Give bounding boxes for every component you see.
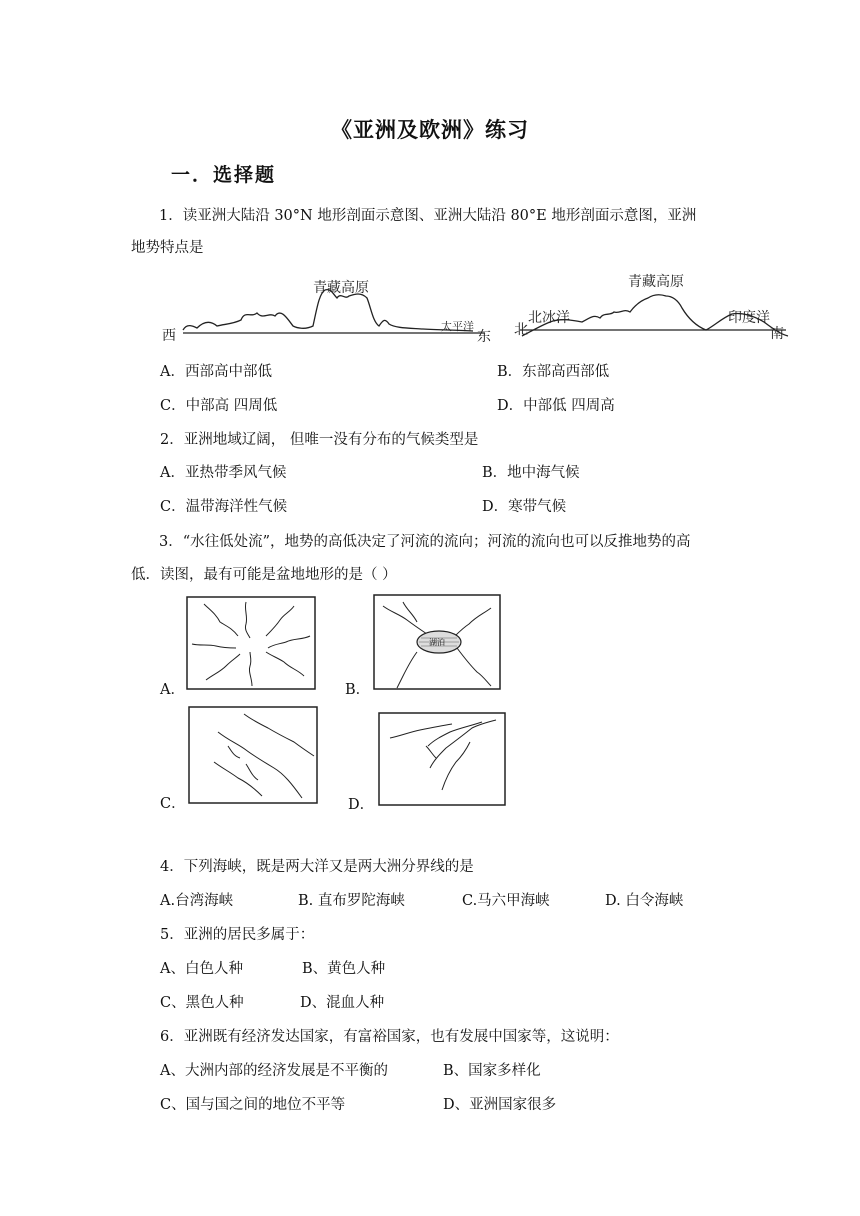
q6-option-d: D、亚洲国家很多	[443, 1097, 557, 1113]
profile-80e-north-label: 北	[514, 322, 528, 338]
q6-option-b: B、国家多样化	[443, 1063, 541, 1079]
q1-stem-line2: 地势特点是	[131, 240, 204, 256]
q4-option-d: D. 白令海峡	[605, 893, 684, 909]
profile-80e-ocean-south-label: 印度洋	[728, 310, 770, 326]
q2-stem: 2．亚洲地域辽阔， 但唯一没有分布的气候类型是	[160, 432, 479, 448]
profile-30n-figure	[155, 268, 495, 348]
q1-option-a: A．西部高中部低	[160, 364, 272, 380]
q6-option-a: A、大洲内部的经济发展是不平衡的	[160, 1063, 388, 1079]
q1-stem-line1: 1．读亚洲大陆沿 30°N 地形剖面示意图、亚洲大陆沿 80°E 地形剖面示意图，亚洲	[159, 208, 697, 224]
q6-stem: 6．亚洲既有经济发达国家，有富裕国家，也有发展中国家等，这说明：	[160, 1029, 619, 1045]
q5-stem: 5．亚洲的居民多属于：	[160, 927, 315, 943]
q5-option-a: A、白色人种	[160, 961, 243, 977]
q3-stem-line2: 低．读图，最有可能是盆地地形的是（ ）	[131, 567, 397, 583]
q4-option-c: C.马六甲海峡	[462, 893, 550, 909]
q5-option-b: B、黄色人种	[302, 961, 386, 977]
q5-option-c: C、黑色人种	[160, 995, 244, 1011]
river-map-c	[188, 706, 318, 804]
q2-option-c: C．温带海洋性气候	[160, 499, 288, 515]
q3-label-a: A．	[160, 682, 185, 698]
profile-80e-south-label: 南	[770, 326, 784, 342]
q1-option-c: C．中部高 四周低	[160, 398, 278, 414]
q4-option-b: B. 直布罗陀海峡	[298, 893, 405, 909]
q1-option-d: D．中部低 四周高	[497, 398, 615, 414]
profile-30n-peak-label: 青藏高原	[313, 280, 369, 296]
profile-80e-ocean-north-label: 北冰洋	[528, 310, 570, 326]
q3-label-b: B．	[345, 682, 371, 698]
river-map-d	[378, 712, 506, 806]
river-map-a	[186, 596, 316, 690]
q3-stem-line1: 3．“水往低处流”，地势的高低决定了河流的流向；河流的流向也可以反推地势的高	[159, 534, 691, 550]
profile-30n-west-label: 西	[162, 328, 176, 344]
q3-label-c: C．	[160, 796, 186, 812]
profile-80e-figure	[510, 264, 800, 348]
q6-option-c: C、国与国之间的地位不平等	[160, 1097, 346, 1113]
q4-stem: 4．下列海峡，既是两大洋又是两大洲分界线的是	[160, 859, 474, 875]
q2-option-d: D．寒带气候	[482, 499, 567, 515]
profile-30n-ocean-label: 太平洋	[441, 320, 474, 333]
q5-option-d: D、混血人种	[300, 995, 385, 1011]
q2-option-a: A．亚热带季风气候	[160, 465, 287, 481]
q1-option-b: B．东部高西部低	[497, 364, 610, 380]
q3-label-d: D．	[348, 797, 375, 813]
profile-80e-peak-label: 青藏高原	[628, 274, 684, 290]
river-map-b	[373, 594, 501, 690]
q4-option-a: A.台湾海峡	[160, 893, 234, 909]
q2-option-b: B．地中海气候	[482, 465, 580, 481]
profile-30n-east-label: 东	[477, 329, 491, 345]
section-heading: 一．选择题	[171, 164, 277, 186]
page-title: 《亚洲及欧洲》练习	[331, 117, 529, 142]
lake-label: 湖泊	[429, 638, 445, 647]
